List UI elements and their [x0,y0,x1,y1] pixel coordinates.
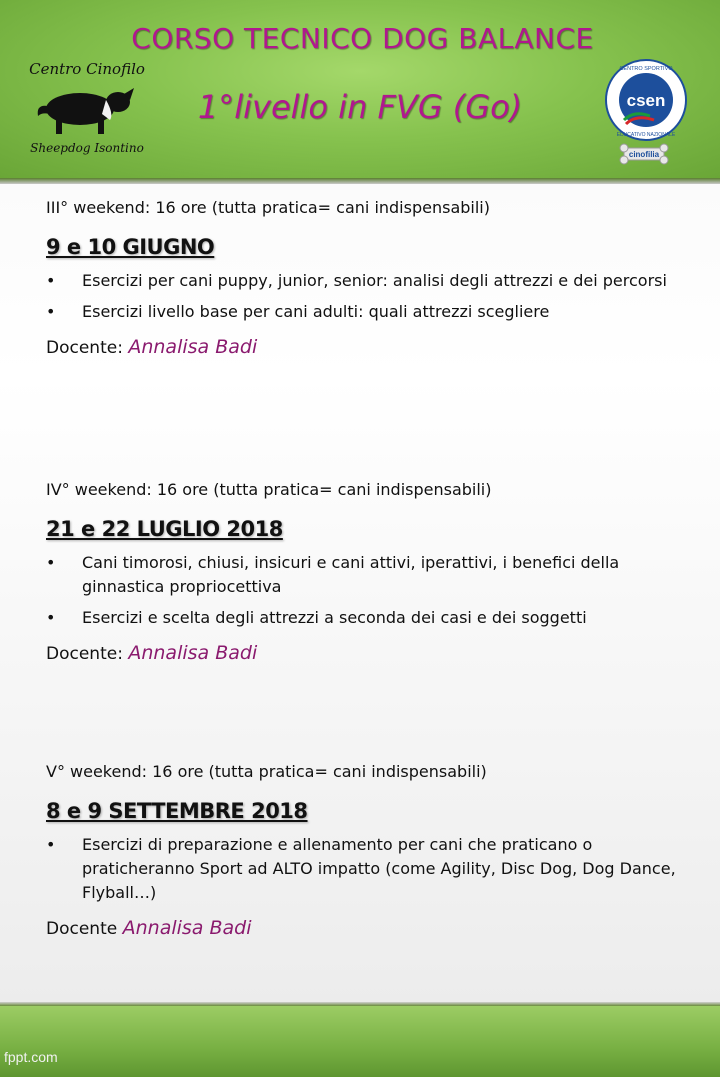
topic-list [46,269,686,324]
bullet: • [46,835,56,854]
footer-banner [0,1006,720,1077]
list-item-text: Esercizi per cani puppy, junior, senior: analisi degli attrezzi e dei percorsi [82,271,667,290]
list-item [46,300,686,324]
bullet: • [46,302,56,321]
csen-logo-arc-bottom: EDUCATIVO NAZIONALE [616,132,676,138]
weekend-heading: III° weekend: 16 ore (tutta pratica= cani indispensabili) [46,198,490,217]
list-item [46,269,686,293]
list-item-text: Esercizi livello base per cani adulti: quali attrezzi scegliere [82,302,550,321]
list-item-text: Esercizi di preparazione e allenamento per cani che praticano o praticheranno Sport ad ALTO impatto (come Agility, Disc Dog, Dog Dance, Flyball…) [82,835,676,902]
page-title: CORSO TECNICO DOG BALANCE [131,22,594,55]
csen-logo [604,58,688,170]
weekend-heading: IV° weekend: 16 ore (tutta pratica= cani indispensabili) [46,480,492,499]
teacher-label: Docente [46,919,118,939]
teacher-name: Annalisa Badi [128,336,258,358]
teacher-name: Annalisa Badi [128,642,258,664]
list-item-text: Esercizi e scelta degli attrezzi a seconda dei casi e dei soggetti [82,608,587,627]
sheepdog-logo [18,54,156,162]
list-item-text: Cani timorosi, chiusi, insicuri e cani attivi, iperattivi, i benefici della ginnastica propriocettiva [82,553,620,596]
bullet: • [46,553,56,572]
teacher-line [46,336,686,358]
list-item [46,551,686,599]
teacher-line [46,917,686,939]
csen-logo-tag: cinofilia [628,150,660,159]
weekend-date: 9 e 10 GIUGNO [46,235,215,259]
logo-left-top-text: Centro Cinofilo [29,60,145,78]
list-item [46,606,686,630]
list-item [46,833,686,905]
logo-left-bottom-text: Sheepdog Isontino [30,141,144,155]
dog-silhouette-icon [38,88,134,134]
bullet: • [46,271,56,290]
topic-list [46,833,686,905]
csen-logo-arc-top: CENTRO SPORTIVO [619,66,673,72]
teacher-name: Annalisa Badi [122,917,252,939]
weekend-section-3 [46,198,686,358]
footer-brand: fppt.com [4,1049,58,1065]
teacher-label: Docente: [46,338,123,358]
weekend-heading: V° weekend: 16 ore (tutta pratica= cani indispensabili) [46,762,487,781]
weekend-section-4 [46,480,686,664]
teacher-label: Docente: [46,644,123,664]
weekend-section-5 [46,762,686,939]
content-area [0,184,720,1004]
csen-logo-center-text: csen [626,91,666,110]
weekend-date: 21 e 22 LUGLIO 2018 [46,517,283,541]
teacher-line [46,642,686,664]
page-subtitle: 1°livello in FVG (Go) [197,88,523,126]
weekend-date: 8 e 9 SETTEMBRE 2018 [46,799,308,823]
bullet: • [46,608,56,627]
topic-list [46,551,686,630]
